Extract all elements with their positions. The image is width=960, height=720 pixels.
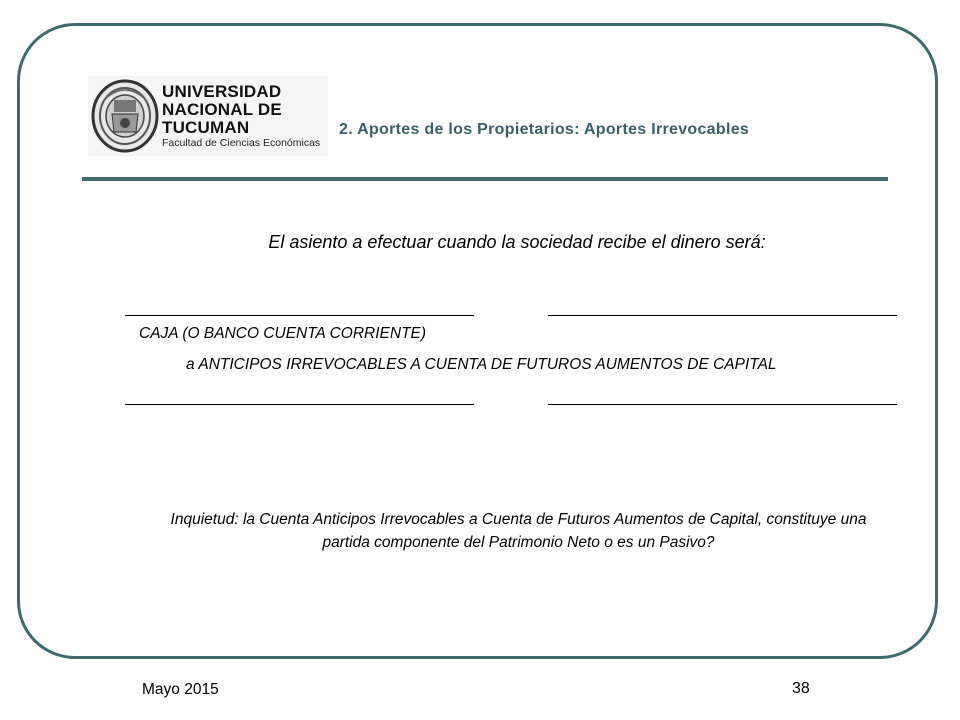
university-logo (88, 76, 328, 156)
slide-title: 2. Aportes de los Propietarios: Aportes Irrevocables (339, 121, 750, 138)
entry-rule-bottom-left (125, 404, 474, 405)
logo-faculty: Facultad de Ciencias Económicas (162, 137, 321, 149)
intro-text: El asiento a efectuar cuando la sociedad recibe el dinero será: (268, 232, 766, 252)
entry-credit-account: a ANTICIPOS IRREVOCABLES A CUENTA DE FUTUROS AUMENTOS DE CAPITAL (186, 356, 777, 373)
entry-rule-top-right (548, 315, 897, 316)
question-note (93, 508, 944, 554)
logo-line-3: TUCUMAN (162, 118, 250, 137)
entry-rule-bottom-right (548, 404, 897, 405)
page-number: 38 (792, 680, 810, 697)
logo-line-2: NACIONAL DE (162, 100, 282, 119)
footer-date: Mayo 2015 (142, 681, 219, 698)
entry-rule-top-left (125, 315, 474, 316)
entry-debit-account: CAJA (O BANCO CUENTA CORRIENTE) (139, 325, 427, 342)
university-seal-icon (90, 78, 160, 154)
question-note-line-1: Inquietud: la Cuenta Anticipos Irrevocables a Cuenta de Futuros Aumentos de Capital, constituye una (170, 511, 867, 528)
question-note-line-2: partida componente del Patrimonio Neto o es un Pasivo? (322, 534, 715, 551)
title-divider (82, 177, 888, 181)
logo-line-1: UNIVERSIDAD (162, 82, 282, 101)
